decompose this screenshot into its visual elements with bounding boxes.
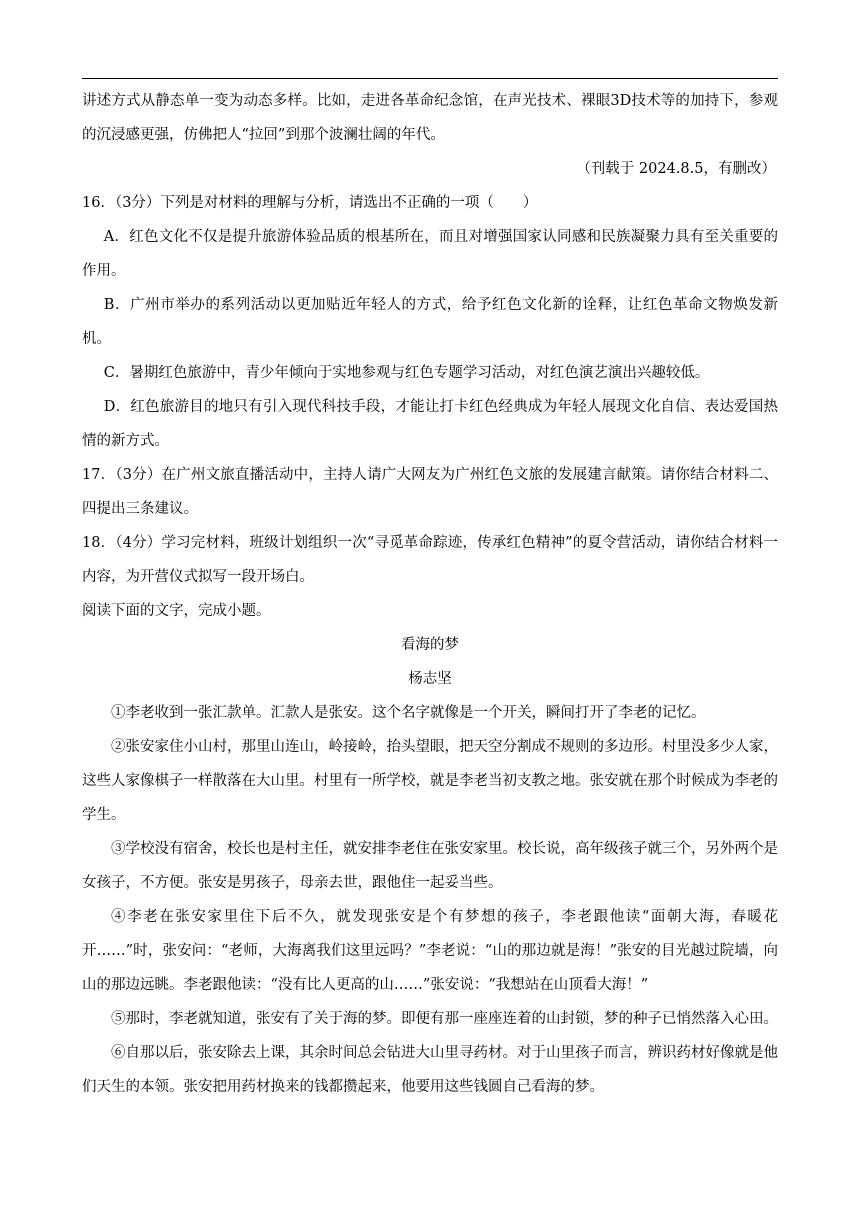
article-paragraph-4: ④李老在张安家里住下后不久，就发现张安是个有梦想的孩子，李老跟他读“面朝大海，春暖花开……”时，张安问：“老师，大海离我们这里远吗？”李老说：“山的那边就是海！”张安的目光越过院墙，向山的那边远眺。李老跟他读：“没有比人更高的山……”张安说：“我想站在山顶看大海！” [82,909,778,993]
option-b: B．广州市举办的系列活动以更加贴近年轻人的方式，给予红色文化新的诠释，让红色革命文物焕发新机。 [82,297,778,347]
article-paragraph-2: ②张安家住小山村，那里山连山，岭接岭，抬头望眼，把天空分割成不规则的多边形。村里没多少人家，这些人家像棋子一样散落在大山里。村里有一所学校，就是李老当初支教之地。张安就在那个时候成为李老的学生。 [82,739,778,823]
option-d: D．红色旅游目的地只有引入现代科技手段，才能让打卡红色经典成为年轻人展现文化自信、表达爱国热情的新方式。 [82,399,778,449]
source-note: （刊载于 2024.8.5，有删改） [576,161,776,177]
article-title: 看海的梦 [401,637,459,653]
question-18: 18．（4分）学习完材料，班级计划组织一次“寻觅革命踪迹，传承红色精神”的夏令营活动，请你结合材料一内容，为开营仪式拟写一段开场白。 [82,535,778,585]
question-16: 16．（3分）下列是对材料的理解与分析，请选出不正确的一项（ ） [82,195,538,211]
option-a: A．红色文化不仅是提升旅游体验品质的根基所在，而且对增强国家认同感和民族凝聚力具有至关重要的作用。 [82,229,778,279]
reading-instruction: 阅读下面的文字，完成小题。 [82,603,271,619]
option-c: C．暑期红色旅游中，青少年倾向于实地参观与红色专题学习活动，对红色演艺演出兴趣较低。 [103,365,710,381]
article-paragraph-1: ①李老收到一张汇款单。汇款人是张安。这个名字就像是一个开关，瞬间打开了李老的记忆。 [111,705,706,721]
header-rule [82,78,778,79]
document-body [82,84,778,1104]
material-continuation: 讲述方式从静态单一变为动态多样。比如，走进各革命纪念馆，在声光技术、裸眼3D技术等的加持下，参观的沉浸感更强，仿佛把人“拉回”到那个波澜壮阔的年代。 [82,93,778,143]
article-paragraph-5: ⑤那时，李老就知道，张安有了关于海的梦。即便有那一座座连着的山封锁，梦的种子已悄然落入心田。 [111,1011,778,1027]
article-paragraph-6: ⑥自那以后，张安除去上课，其余时间总会钻进大山里寻药材。对于山里孩子而言，辨识药材好像就是他们天生的本领。张安把用药材换来的钱都攒起来，他要用这些钱圆自己看海的梦。 [82,1045,778,1095]
article-paragraph-3: ③学校没有宿舍，校长也是村主任，就安排李老住在张安家里。校长说，高年级孩子就三个，另外两个是女孩子，不方便。张安是男孩子，母亲去世，跟他住一起妥当些。 [82,841,778,891]
question-17: 17．（3分）在广州文旅直播活动中，主持人请广大网友为广州红色文旅的发展建言献策。请你结合材料二、四提出三条建议。 [82,467,778,517]
article-author: 杨志坚 [408,671,452,687]
